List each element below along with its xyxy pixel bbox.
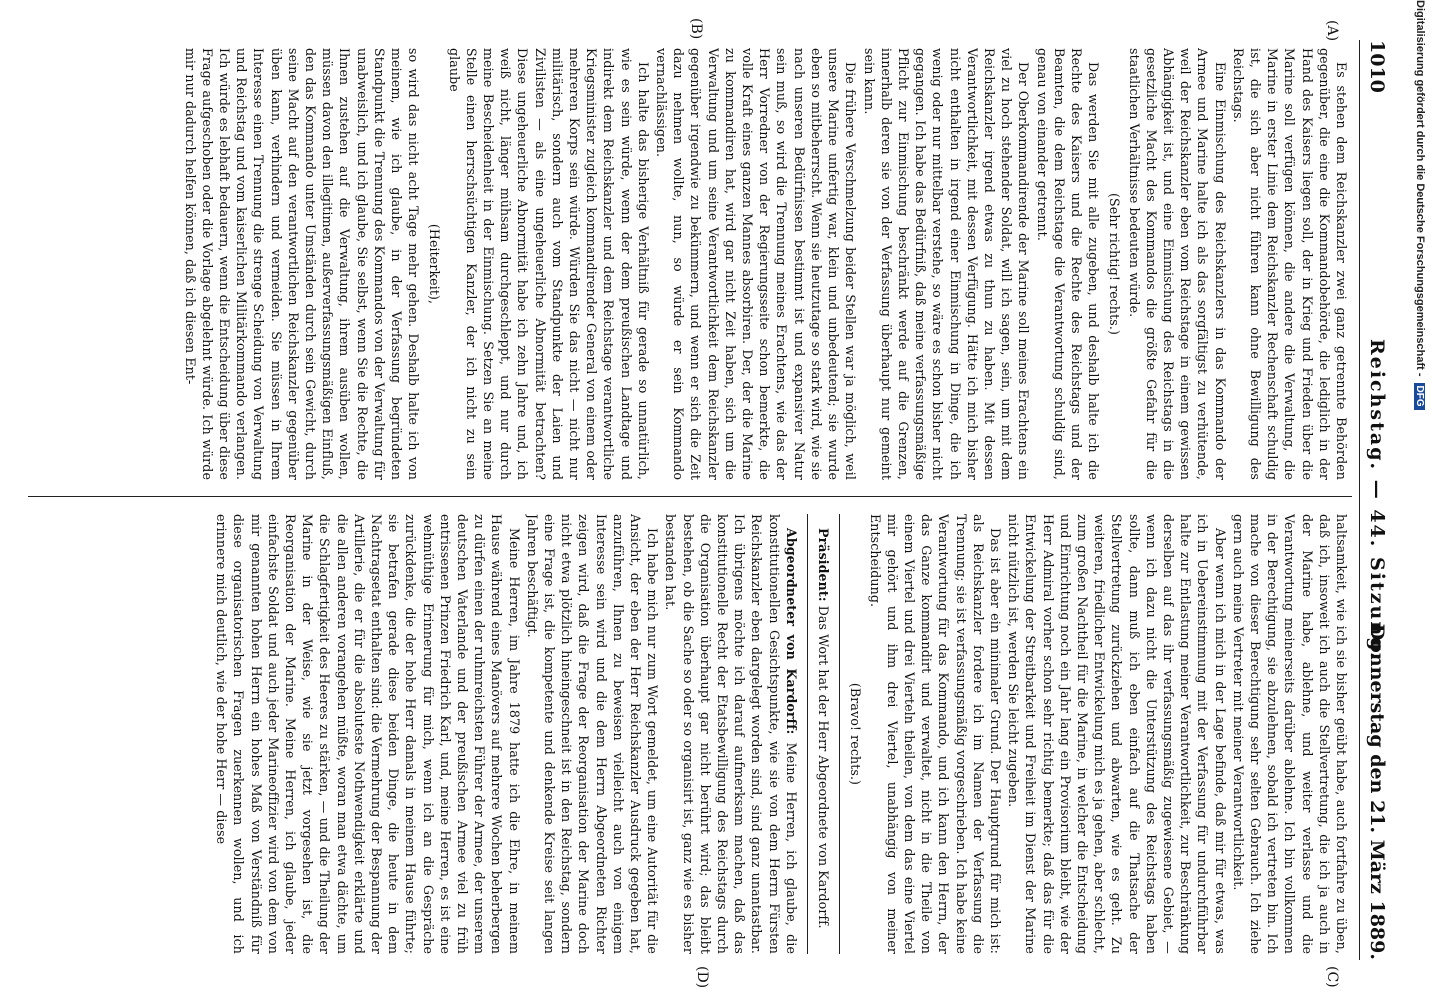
right-column [30, 514, 1350, 954]
margin-marker-c: (C) [1324, 966, 1340, 988]
section-separator [839, 514, 840, 954]
paragraph: Ich halte das bisherige Verhältniß für gerade so unnatürlich, wie es sein würde, wenn der dem preußischen Landtage und indirekt dem Reichskanzler und dem Reichstage verantwortliche Kriegsminister zugleich kommandirender General von einem oder mehreren Korps sein würde. Würden Sie das nicht — nicht nur militärisch, sondern auch vom Standpunkte der Laien und Zivilisten — als eine ungeheuerliche Abnormität betrachten? Diese ungeheuerliche Abnormität habe ich zehn Jahre und, ich weiß nicht, länger mühsam durchgeschleppt, und nur durch meine Bescheidenheit in der Einmischung. Setzen Sie an meine Stelle einen herrschsüchtigen Kanzler, der ich nicht zu sein glaube [446, 48, 651, 480]
speaker-label: Präsident: [816, 528, 832, 602]
session-date: Donnerstag den 21. März 1889. [1366, 623, 1388, 960]
paragraph: Eine Einmischung des Reichskanzlers in das Kommando der Armee und Marine halte ich als das sorgfältigst zu verhütende, weil der Reichskanzler eben vom Reichstage in einem gewissen Abhängigkeit ist, und eine Einmischung des Reichstags in die gesetzliche Macht des Kommandos die größte Gefahr für die staatlichen Verhältnisse bedeuten würde. [1126, 48, 1228, 480]
speech-opening [662, 514, 800, 954]
paragraph: haltsamkeit, wie ich sie bisher geübt habe, auch fortfahre zu üben, daß ich, insoweit ich auch die Stellvertretung, die ich ja auch in der Marine habe, ablehne, und weiter verlasse und die Verantwortung meinerseits darüber ablehne. Ich bin vollkommen in der Berechtigung, sie abzulehnen, sobald ich vertreten bin. Ich mache von dieser Berechtigung sehr selten Gebrauch. Ich ziehe gern auch meine Vertreter mit meiner Verantwortlichkeit. [1230, 514, 1349, 954]
paragraph: Die frühere Verschmelzung beider Stellen war ja möglich, weil unsere Marine unfertig war, klein und unbedeutend; sie wurde eben so mitbeherrscht. Wenn sie heutzutage so stark wird, wie sie nach unseren Bedürfnissen bestimmt ist und expansiver Natur sein muß, so wird die Trennung meines Erachtens, wie das der Herr Vorredner von der Regierungsseite schon bemerkte, die volle Kraft eines ganzen Mannes absorbiren. Der, der die Marine zu kommandiren hat, wird gar nicht Zeit haben, sich um die Verwaltung und um seine Verantwortlichkeit dem Reichskanzler gegenüber irgendwie zu bekümmern, und wenn er sich die Zeit dazu nehmen wollte, nun, so würde er sein Kommando vernachlässigen. [654, 48, 859, 480]
column-divider [28, 496, 1352, 497]
paragraph: Es stehen dem Reichskanzler zwei ganz getrennte Behörden gegenüber, die eine die Kommandobehörde, die lediglich in der Hand des Kaisers liegen soll, der in Krieg und Frieden über die Marine soll verfügen können, die andere die Verwaltung, die Marine in erster Linie dem Reichskanzler Rechenschaft schuldig ist, die sich aber nicht führen kann ohne Bewilligung des Reichstags. [1230, 48, 1349, 480]
paragraph: Das ist aber ein minimaler Grund. Der Hauptgrund für mich ist: als Reichskanzler fordere ich im Namen der Verfassung die Trennung; sie ist verfassungsmäßig vorgeschrieben. Ich habe keine Verantwortung für das Kommando, und ich kann den Herrn, der das Ganze kommandirt und verwaltet, nicht in die Theile von einem Viertel und drei Vierteln theilen, von dem das eine Viertel mir gehört und ihm drei Viertel, unabhängig von meiner Entscheidung. [867, 514, 1003, 954]
margin-marker-d: (D) [694, 966, 710, 989]
interjection: (Bravo! rechts.) [848, 682, 864, 786]
paragraph: Aber wenn ich mich in der Lage befinde, daß mir für etwas, was ich in Uebereinstimmung mit der Verfassung für undurchführbar halte zur Entlastung meiner Verantwortlichkeit, zur Beschränkung derselben auf das ihr verfassungsmäßig zugewiesene Gebiet, — wenn ich dazu nicht die Unterstützung des Reichstags haben sollte, dann muß ich eben einfach auf die Thatsache der Stellvertretung zurückziehen und abwarten, wie es geht. Zu weiteren, friedlicher Entwickelung mich es ja gehen, aber schlecht, zum großen Nachtheil für die Marine, in welcher die Entscheidung und Einrichtung noch ein Jahr lang ein Provisorium bleibt, wie der Herr Admiral vorher schon sehr richtig bemerkte; daß das für die Entwickelung der Streitbarkeit und Freiheit im Dienst der Marine nicht nützlich ist, werden Sie leicht zugeben. [1006, 514, 1228, 954]
paragraph: Ich habe mich nur zum Wort gemeldet, um eine Autorität für die Ansicht, der eben der Herr Reichskanzler Ausdruck gegeben hat, anzuführen, Ihnen zu beweisen vielleicht auch von einigem Interesse sein wird und die dem Herrn Abgeordneten Richter zeigen wird, daß die Frage der Reorganisation der Marine doch nicht etwa plötzlich hineingeschneit ist in den Reichstag, sondern eine Frage ist, die kompetente und denkende Kreise seit langen Jahren beschäftigt. [524, 514, 661, 954]
page-title: Reichstag. — 44. Sitzung. [1366, 338, 1388, 662]
page-header [1359, 40, 1406, 960]
watermark-text: Digitalisierung gefördert durch die Deutsche Forschungsgemeinschaft - [1414, 0, 1426, 377]
interjection: (Sehr richtig! rechts.) [1107, 193, 1123, 335]
margin-marker-a: (A) [1324, 20, 1340, 42]
statement-text: Das Wort hat der Herr Abgeordnete von Kardorff. [816, 605, 832, 929]
statement-text: Meine Herren, ich glaube, die konstitutionellen Gesichtspunkte, wie sie von dem Herrn Fürsten Reichskanzler eben dargelegt worden sind, sind ganz unantastbar. Ich übrigens möchte ich darauf aufmerksam machen, daß das konstitutionelle Recht der Etatsbewilligung des Reichstags durch die Organisation überhaupt gar nicht berührt wird; das bleibt bestehen, ob die Sache so oder so organisirt ist, ganz wie es bisher bestanden hat. [663, 514, 799, 954]
paragraph: Meine Herren, im Jahre 1879 hatte ich die Ehre, in meinem Hause während eines Manövers auf mehrere Wochen beherbergen zu dürfen einen der ruhmreichsten Führer der Armee, der unserem deutschen Vaterlande und der preußischen Armee viel zu früh entrissenen Prinzen Friedrich Karl, und, meine Herren, es ist eine wehmüthige Erinnerung für mich, wenn ich an die Gespräche zurückdenke, die der hohe Herr damals in meinem Hause führte; sie betrafen gerade diese beiden Dinge, die heute in dem Nachtragsetat enthalten sind: die Vermehrung der Bespannung der Artillerie, die er für die absoluteste Nothwendigkeit erklärte und die allen anderen vorangehen müßte, woran man etwa dächte, um die Schlagfertigkeit des Heeres zu stärken, — und die Theilung der Marine in der Weise, wie sie jetzt vorgesehen ist, die Reorganisation der Marine. Meine Herren, ich glaube, jeder einfachste Soldat und auch jeder Marineoffizier wird von dem von mir genannten hohen Herrn ein hohes Maß von Verständniß für diese organisatorischen Fragen zuerkennen wollen, und ich erinnere mich deutlich, wie der hohe Herr — diese [214, 514, 522, 954]
paragraph: so wird das nicht acht Tage mehr gehen. Deshalb halte ich von meinem, wie ich glaube, in der Verfassung begründeten Standpunkt die Trennung des Kommandos von der Verwaltung für unabweislich, und ich glaube, Sie selbst, wenn Sie die Rechte, die Ihnen zustehen auf die Verwaltung, ihrem ausüben wollen, müssen davon den illegitimen, außerverfassungsmäßigen Einfluß, den das Kommando unter Umständen durch sein Gewicht, durch seine Macht auf den verantwortlichen Reichskanzler gegenüber üben kann, verhindern und vermeiden. Sie müssen in Ihrem Interesse einen Trennung die strenge Scheidung von Verwaltung und Reichstag und vom kaiserlichen Militärkommando verlangen. Ich würde es lebhaft bedauern, wenn die Entscheidung über diese Frage aufgeschoben oder die Vorlage abgelehnt würde. Ich würde mir nur dadurch helfen können, daß ich diesen Ent- [182, 48, 422, 480]
paragraph: Der Oberkommandirende der Marine soll meines Erachtens ein viel zu hoch stehender Soldat, will ich sagen, sein, um mit dem Reichskanzler irgend etwas zu thun zu haben. Mit dessen Verantwortlichkeit, mit dessen Verfügung. Hätte ich mich bisher nicht enthalten in irgend einer Einmischung in Dinge, die ich wenig oder nur mittelbar verstehe, so wäre es schon bisher nicht gegangen. Ich habe das Bedürfniß, daß meine verfassungsmäßige Pflicht zur Einmischung beschränkt werde auf die Grenzen, innerhalb deren sie von der Verfassung überhaupt nur gemeint sein kann. [861, 48, 1032, 480]
dfg-logo: DFG [1414, 383, 1425, 410]
section-separator [807, 514, 808, 954]
left-column [30, 48, 1350, 480]
interjection: (Heiterkeit), [427, 223, 443, 305]
paragraph: Das werden Sie mit alle zugeben, und deshalb halte ich die Rechte des Kaisers und die Rechte des Reichstags und der Beamten, die dem Reichstage die Verantwortung schuldig sind, genau von einander getrennt. [1034, 48, 1102, 480]
page-number: 1010 [1366, 40, 1388, 93]
digitization-watermark [1404, 0, 1430, 1000]
speaker-label: Abgeordneter von Kardorff: [783, 528, 799, 735]
president-statement [815, 514, 832, 954]
margin-marker-b: (B) [688, 18, 704, 40]
